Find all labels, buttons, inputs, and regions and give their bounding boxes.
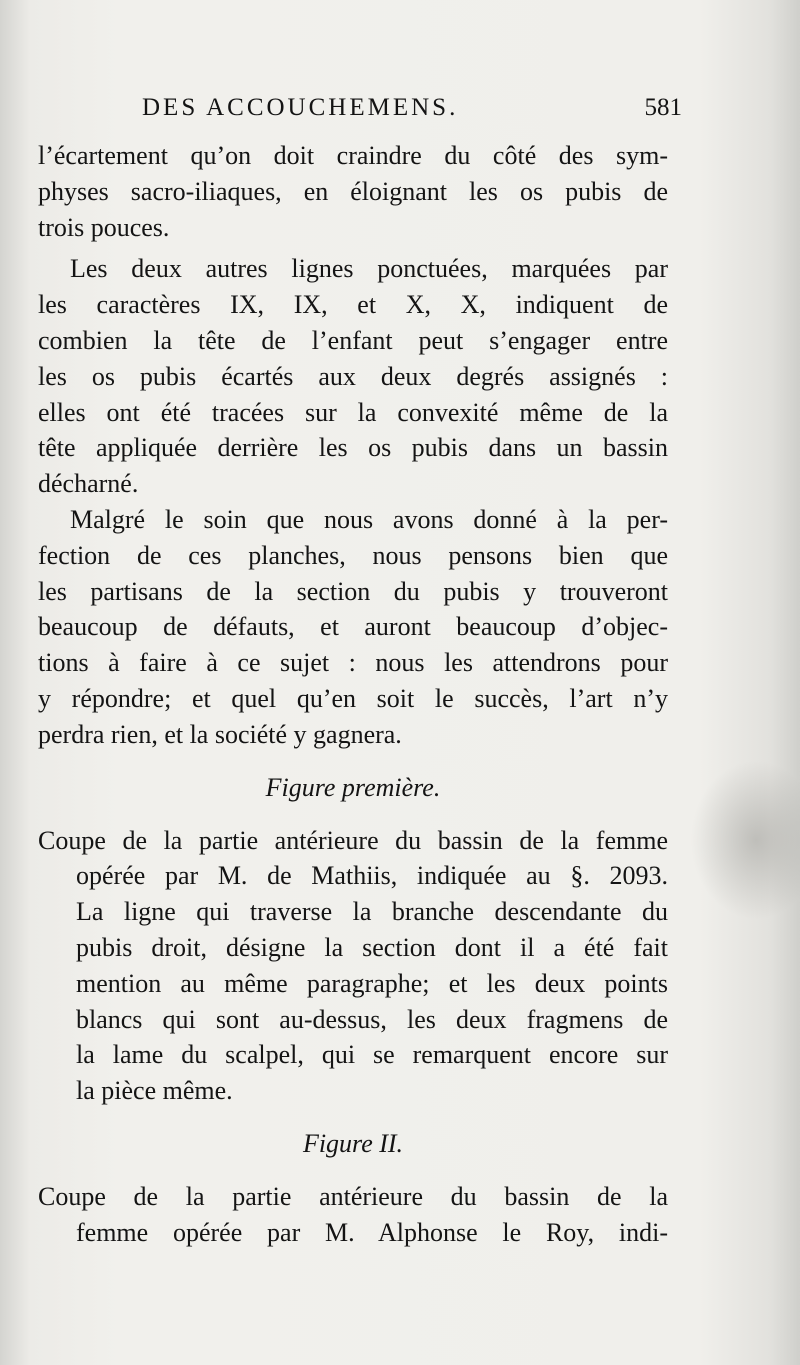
text-line: mention au même paragraphe; et les deux points [76,968,668,998]
text-line: combien la tête de l’enfant peut s’engager entre [38,325,668,355]
text-line: la lame du scalpel, qui se remarquent encore sur [76,1040,668,1070]
text-line: y répondre; et quel qu’en soit le succès, l’art n’y [38,683,668,713]
text-line: opérée par M. de Mathiis, indiquée au §. 2093. [76,861,668,891]
text-line: elles ont été tracées sur la convexité même de la [38,397,668,427]
text-line: Coupe de la partie antérieure du bassin de la femme [38,825,668,855]
text-line: fection de ces planches, nous pensons bien que [38,540,668,570]
figure-caption [38,823,668,1109]
text-line: tions à faire à ce sujet : nous les attendrons pour [38,648,668,678]
text-line: Coupe de la partie antérieure du bassin de la [38,1181,668,1211]
page-number: 581 [644,94,682,121]
paper-stain [690,760,800,920]
text-line: beaucoup de défauts, et auront beaucoup d’objec- [38,612,668,642]
figure-caption [38,1179,668,1251]
text-line: tête appliquée derrière les os pubis dans un bassin [38,433,668,463]
text-line: trois pouces. [38,212,170,242]
figure-heading: Figure II. [302,1128,404,1158]
page-header [142,94,702,138]
text-line: La ligne qui traverse la branche descendante du [76,897,668,927]
text-line: Malgré le soin que nous avons donné à la per- [70,504,668,534]
text-line: les partisans de la section du pubis y trouveront [38,576,668,606]
text-line: pubis droit, désigne la section dont il a été fait [76,932,668,962]
page-body [38,138,668,1251]
paragraph [38,502,668,753]
running-head: DES ACCOUCHEMENS. [142,94,459,121]
text-line: les caractères IX, IX, et X, X, indiquent de [38,290,668,320]
paragraph [38,138,668,245]
figure-heading: Figure première. [265,772,441,802]
text-line: femme opérée par M. Alphonse le Roy, indi- [76,1217,668,1247]
text-line: physes sacro-iliaques, en éloignant les os pubis de [38,176,668,206]
text-line: l’écartement qu’on doit craindre du côté des sym- [38,141,668,170]
text-line: Les deux autres lignes ponctuées, marquées par [70,254,668,284]
text-line: décharné. [38,469,139,499]
text-line: la pièce même. [76,1076,233,1106]
paragraph [38,251,668,502]
text-line: perdra rien, et la société y gagnera. [38,719,402,749]
text-line: les os pubis écartés aux deux degrés assignés : [38,361,668,391]
text-line: blancs qui sont au-dessus, les deux fragmens de [76,1004,668,1034]
